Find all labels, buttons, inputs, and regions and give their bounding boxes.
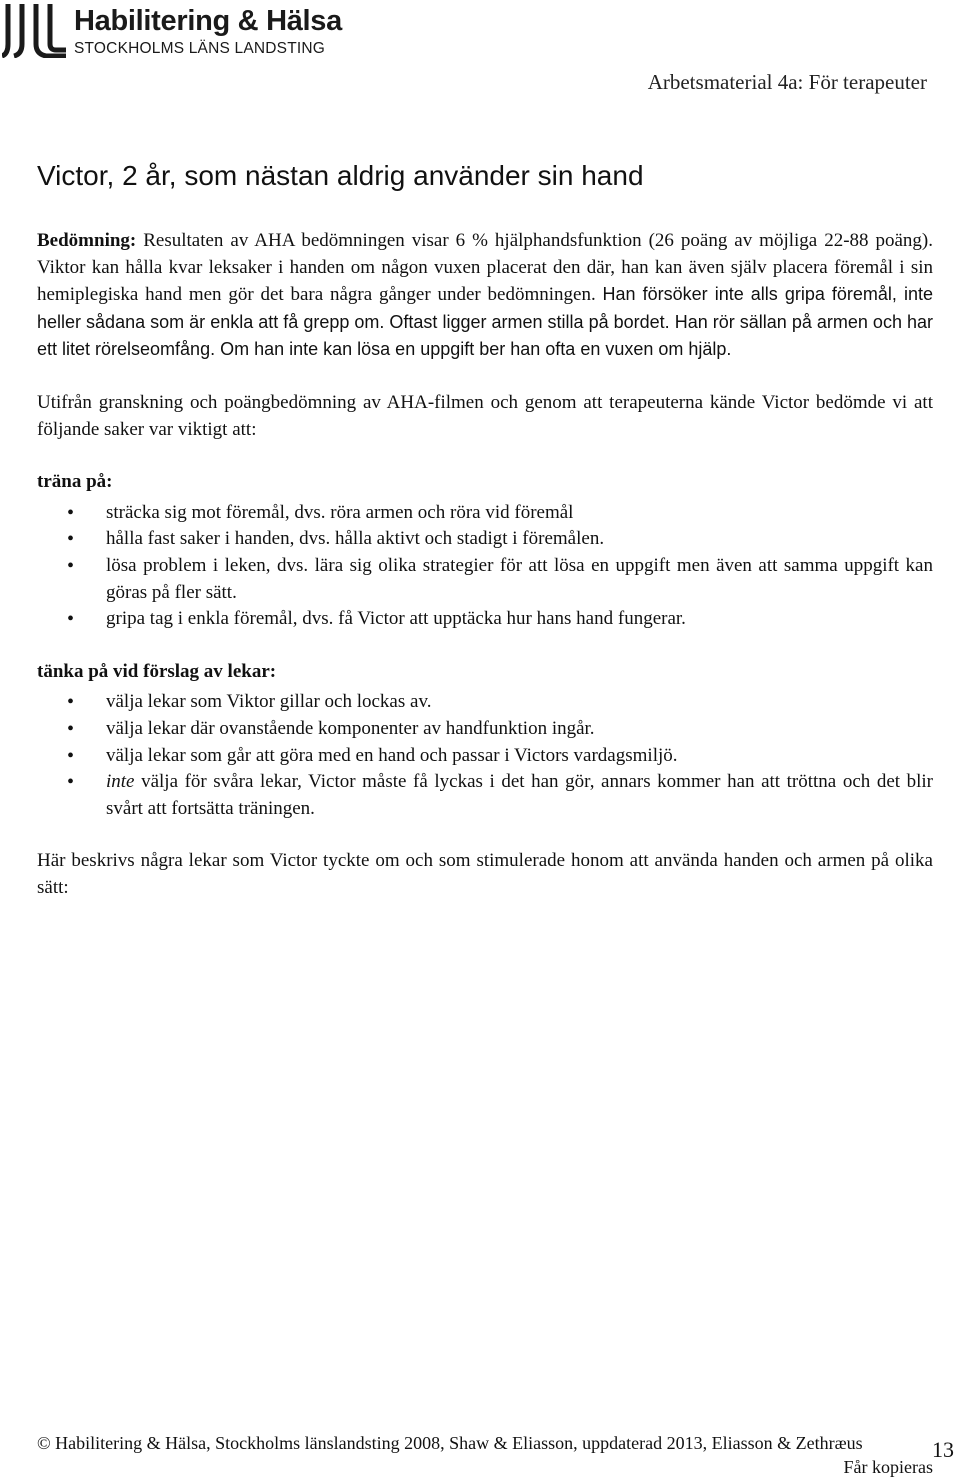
- list-item: • välja lekar som går att göra med en hand och passar i Victors vardagsmiljö.: [37, 743, 933, 770]
- emphasis-text: inte: [106, 771, 135, 793]
- think-list: [37, 689, 933, 822]
- page-title: Victor, 2 år, som nästan aldrig använder sin hand: [37, 160, 644, 191]
- intro-paragraph: Utifrån granskning och poängbedömning av AHA-filmen och genom att terapeuterna kände Victor bedömde vi att följande saker var viktigt att:: [37, 391, 933, 440]
- closing-paragraph: Här beskrivs några lekar som Victor tyckte om och som stimulerade honom att använda handen och armen på olika sätt:: [37, 850, 933, 898]
- assessment-paragraph: [37, 228, 933, 364]
- footer-note: Får kopieras: [843, 1457, 933, 1477]
- list-item: [37, 769, 933, 822]
- org-name: Habilitering & Hälsa: [74, 5, 342, 37]
- list-item: • lösa problem i leken, dvs. lära sig olika strategier för att lösa en uppgift men även att samma uppgift kan göras på fler sätt.: [37, 553, 933, 606]
- list-item: • välja lekar som Viktor gillar och lockas av.: [37, 689, 933, 716]
- assessment-text: Resultaten av AHA bedömningen visar 6 % hjälphandsfunktion (26 poäng av möjliga 22-88 poäng). Viktor kan hålla kvar leksaker i handen om någon vuxen placerat den där, han kan även själv placera föremål i sin hemiplegiska hand men gör det bara några gånger under bedömningen.: [37, 230, 934, 306]
- page-number: 13: [932, 1437, 954, 1462]
- document-label: Arbetsmaterial 4a: För terapeuter: [647, 70, 927, 94]
- assessment-label: Bedömning:: [37, 230, 137, 251]
- footer-copyright: © Habilitering & Hälsa, Stockholms länslandsting 2008, Shaw & Eliasson, uppdaterad 2013, Eliasson & Zethræus: [37, 1433, 863, 1453]
- train-heading: träna på:: [37, 471, 113, 493]
- list-item: • välja lekar där ovanstående komponenter av handfunktion ingår.: [37, 716, 933, 743]
- org-subtitle: STOCKHOLMS LÄNS LANDSTING: [74, 40, 326, 57]
- habilitering-logo-icon: [2, 2, 66, 58]
- list-item-text: välja för svåra lekar, Victor måste få lyckas i det han gör, annars kommer han att tröttna och det blir svårt att fortsätta träningen.: [106, 771, 933, 819]
- list-item: • sträcka sig mot föremål, dvs. röra armen och röra vid föremål: [37, 500, 933, 527]
- list-item: • gripa tag i enkla föremål, dvs. få Victor att upptäcka hur hans hand fungerar.: [37, 606, 933, 633]
- think-heading: tänka på vid förslag av lekar:: [37, 660, 277, 682]
- train-list: [37, 500, 933, 633]
- list-item: • hålla fast saker i handen, dvs. hålla aktivt och stadigt i föremålen.: [37, 526, 933, 553]
- assessment-text-2: Han försöker inte alls gripa föremål, inte heller sådana som är enkla att få grepp om. Oftast ligger armen stilla på bordet. Han rör sällan på armen och har ett litet rörelseomfång. Om han inte kan lösa en uppgift ber han ofta en vuxen om hjälp.: [37, 284, 934, 360]
- org-logo: [2, 2, 342, 58]
- main-content: [37, 228, 933, 901]
